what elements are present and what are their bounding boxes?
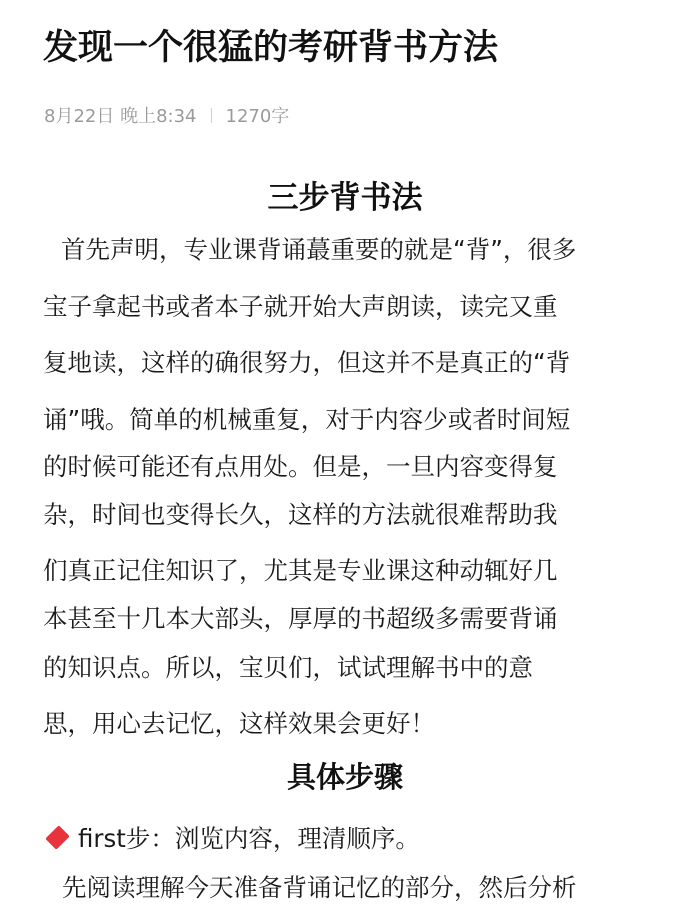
paragraph-line: 们真正记住知识了，尤其是专业课这种动辄好几 <box>43 556 558 585</box>
red-diamond-icon <box>45 825 69 849</box>
paragraph-line: 宝子拿起书或者本子就开始大声朗读，读完又重 <box>43 292 558 321</box>
paragraph-line: 思，用心去记忆，这样效果会更好！ <box>43 709 435 738</box>
publish-datetime: 8月22日 晚上8:34 <box>44 106 197 127</box>
paragraph-line: 先阅读理解今天准备背诵记忆的部分，然后分析 <box>62 873 577 902</box>
paragraph-line: 本甚至十几本大部头，厚厚的书超级多需要背诵 <box>43 604 558 633</box>
paragraph-line: 诵”哦。简单的机械重复，对于内容少或者时间短 <box>43 405 571 434</box>
step-item-first <box>48 815 420 859</box>
meta-divider <box>211 108 212 123</box>
paragraph-line: 杂，时间也变得长久，这样的方法就很难帮助我 <box>43 500 558 529</box>
article-meta <box>44 101 289 129</box>
article-title: 发现一个很猛的考研背书方法 <box>43 28 499 68</box>
paragraph-line: 复地读，这样的确很努力，但这并不是真正的“背 <box>43 348 571 377</box>
paragraph-line: 首先声明，专业课背诵蕞重要的就是“背”，很多 <box>61 235 577 264</box>
section-heading-three-steps: 三步背书法 <box>267 180 423 216</box>
paragraph-line: 的知识点。所以，宝贝们，试试理解书中的意 <box>43 653 533 682</box>
section-heading-specific-steps: 具体步骤 <box>286 760 403 794</box>
step-text: first步：浏览内容，理清顺序。 <box>78 823 420 853</box>
paragraph-line: 的时候可能还有点用处。但是，一旦内容变得复 <box>43 452 558 481</box>
word-count: 1270字 <box>225 106 290 127</box>
